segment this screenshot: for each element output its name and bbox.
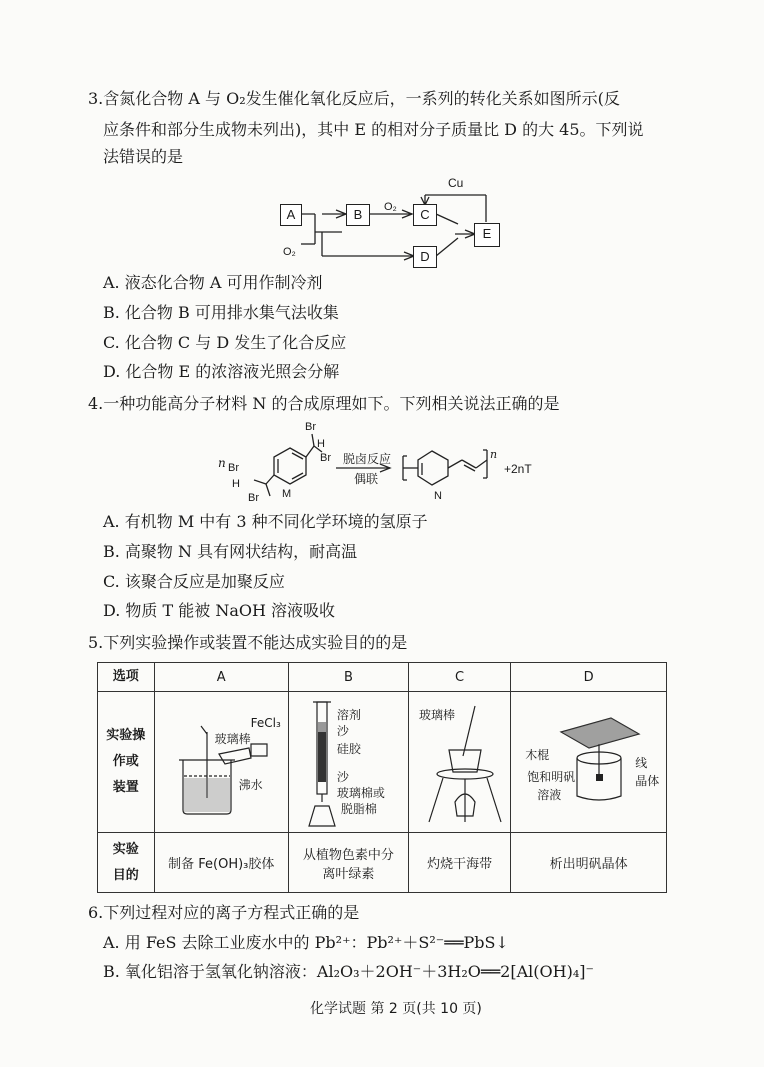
cu-label: Cu	[448, 176, 464, 190]
table-col-a: A	[154, 663, 288, 692]
page-footer: 化学试题 第 2 页(共 10 页)	[310, 1001, 482, 1017]
purpose-b: 从植物色素中分 离叶绿素	[288, 833, 408, 893]
node-c: C	[413, 204, 437, 226]
q6-option-b: B. 氧化铝溶于氢氧化钠溶液：Al₂O₃＋2OH⁻＋3H₂O══2[Al(OH)₄]⁻	[103, 962, 594, 981]
q4-option-c: C. 该聚合反应是加聚反应	[103, 572, 285, 591]
o2-label-left: O₂	[283, 246, 296, 258]
table-col-d: D	[511, 663, 667, 692]
beaker-illustration	[155, 692, 289, 832]
purpose-a: 制备 Fe(OH)₃胶体	[154, 833, 288, 893]
purpose-c: 灼烧干海带	[408, 833, 510, 893]
table-col-b: B	[288, 663, 408, 692]
q3-option-d: D. 化合物 E 的浓溶液光照会分解	[103, 362, 340, 381]
q4-option-d: D. 物质 T 能被 NaOH 溶液吸收	[103, 601, 336, 620]
q3-reaction-diagram	[270, 172, 510, 272]
br-label-1: Br	[305, 421, 316, 433]
row-head-purpose: 实验 目的	[98, 833, 155, 893]
apparatus-c: 玻璃棒	[408, 692, 510, 833]
experiment-table	[97, 662, 667, 893]
q4-option-b: B. 高聚物 N 具有网状结构，耐高温	[103, 542, 358, 561]
reaction-condition-above: 脱卤反应	[343, 452, 392, 466]
q4-option-a: A. 有机物 M 中有 3 种不同化学环境的氢原子	[103, 512, 428, 531]
node-a: A	[280, 204, 302, 226]
n-subscript: n	[490, 448, 498, 461]
q3-option-c: C. 化合物 C 与 D 发生了化合反应	[103, 333, 347, 352]
apparatus-d: 木棍 线 饱和明矾 溶液 晶体	[511, 692, 667, 833]
q4-stem: 4.一种功能高分子材料 N 的合成原理如下。下列相关说法正确的是	[88, 394, 560, 413]
n-polymer-label: N	[434, 490, 442, 502]
q3-stem-line3: 法错误的是	[103, 147, 184, 166]
row-head-apparatus: 实验操 作或 装置	[98, 692, 155, 833]
q3-stem-line1: 3.含氮化合物 A 与 O₂发生催化氧化反应后，一系列的转化关系如图所示(反	[88, 89, 620, 108]
apparatus-b: 溶剂 沙 硅胶 沙 玻璃棉或 脱脂棉	[288, 692, 408, 833]
q6-stem: 6.下列过程对应的离子方程式正确的是	[88, 903, 360, 922]
table-col-c: C	[408, 663, 510, 692]
node-d: D	[413, 246, 437, 268]
purpose-d: 析出明矾晶体	[511, 833, 667, 893]
n-coefficient: n	[218, 456, 226, 470]
br-label-2: Br	[320, 452, 331, 464]
br-label-4: Br	[248, 492, 259, 504]
h-label-2: H	[232, 478, 240, 490]
node-e: E	[474, 223, 500, 247]
q5-stem: 5.下列实验操作或装置不能达成实验目的的是	[88, 633, 408, 652]
q3-option-a: A. 液态化合物 A 可用作制冷剂	[103, 273, 323, 292]
m-label: M	[282, 488, 292, 500]
o2-label-top: O₂	[384, 201, 397, 213]
byproduct-label: +2nT	[504, 462, 532, 476]
apparatus-a: 玻璃棒 FeCl₃ 沸水	[154, 692, 288, 833]
br-label-3: Br	[228, 462, 239, 474]
q6-option-a: A. 用 FeS 去除工业废水中的 Pb²⁺：Pb²⁺＋S²⁻══PbS↓	[103, 933, 509, 952]
reaction-condition-below: 偶联	[354, 472, 379, 486]
q3-stem-line2: 应条件和部分生成物未列出)，其中 E 的相对分子质量比 D 的大 45。下列说	[103, 120, 644, 139]
q3-option-b: B. 化合物 B 可用排水集气法收集	[103, 303, 339, 322]
table-col-head: 选项	[98, 663, 155, 692]
node-b: B	[346, 204, 370, 226]
h-label-1: H	[317, 438, 325, 450]
